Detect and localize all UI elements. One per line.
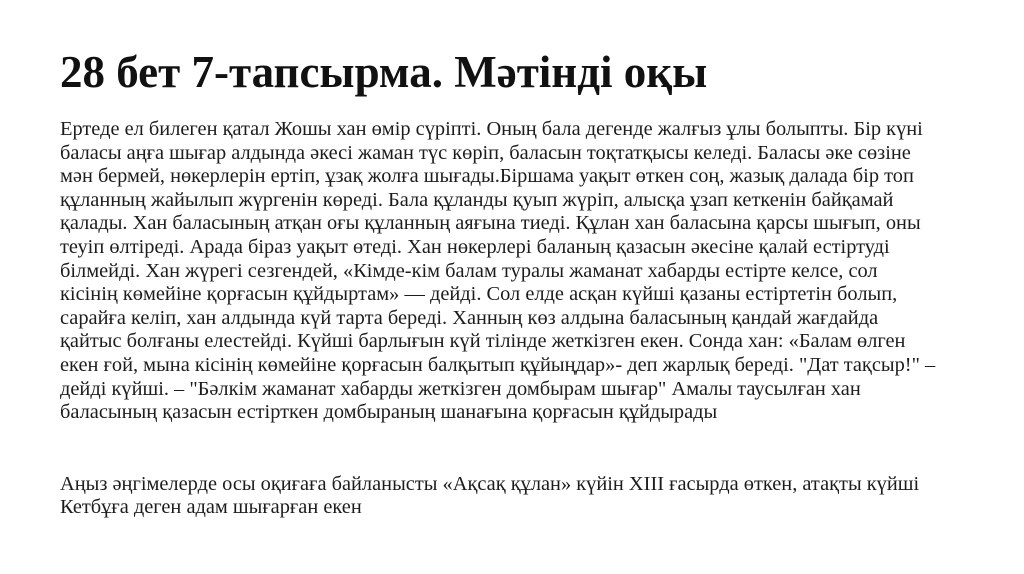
story-paragraph: Ертеде ел билеген қатал Жошы хан өмір сүріпті. Оның бала дегенде жалғыз ұлы болыпты. Бір күні баласы аңға шығар алдында әкесі жаман түс көріп, баласын тоқтатқысы келеді. Баласы әке сөзіне мән бермей, нөкерлерін ертіп, ұзақ жолға шығады.Біршама уақыт өткен соң, жазық далада бір топ құланның жайылып жүргенін көреді. Бала құланды қуып жүріп, алысқа ұзап кеткенін байқамай қалады. Хан баласының атқан оғы құланның аяғына тиеді. Құлан хан баласына қарсы шығып, оны теуіп өлтіреді. Арада біраз уақыт өтеді. Хан нөкерлері баланың қазасын әкесіне қалай естіртуді білмейді. Хан жүрегі сезгендей, «Кімде-кім балам туралы жаманат хабарды естірте келсе, сол кісінің көмейіне қорғасын құйдыртам» — дейді. Сол елде асқан күйші қазаны естіртетін болып, сарайға келіп, хан алдында күй тарта береді. Ханның көз алдына баласының қандай жағдайда қайтыс болғаны елестейді. Күйші барлығын күй тілінде жеткізген екен. Сонда хан: «Балам өлген екен ғой, мына кісінің көмейіне қорғасын балқытып құйыңдар»- деп жарлық береді. "Дат тақсыр!" – дейді күйші. – "Бәлкім жаманат хабарды жеткізген домбырам шығар" Амалы таусылған хан баласының қазасын естірткен домбыраның шанағына қорғасын құйдырады [60, 118, 936, 424]
slide-title: 28 бет 7-тапсырма. Мәтінді оқы [60, 47, 708, 97]
paragraph-spacer [60, 425, 940, 473]
legend-paragraph: Аңыз әңгімелерде осы оқиғаға байланысты «Ақсақ құлан» күйін XIII ғасырда өткен, атақты күйші Кетбұға деген адам шығарған екен [60, 472, 920, 519]
slide-body [60, 118, 940, 520]
